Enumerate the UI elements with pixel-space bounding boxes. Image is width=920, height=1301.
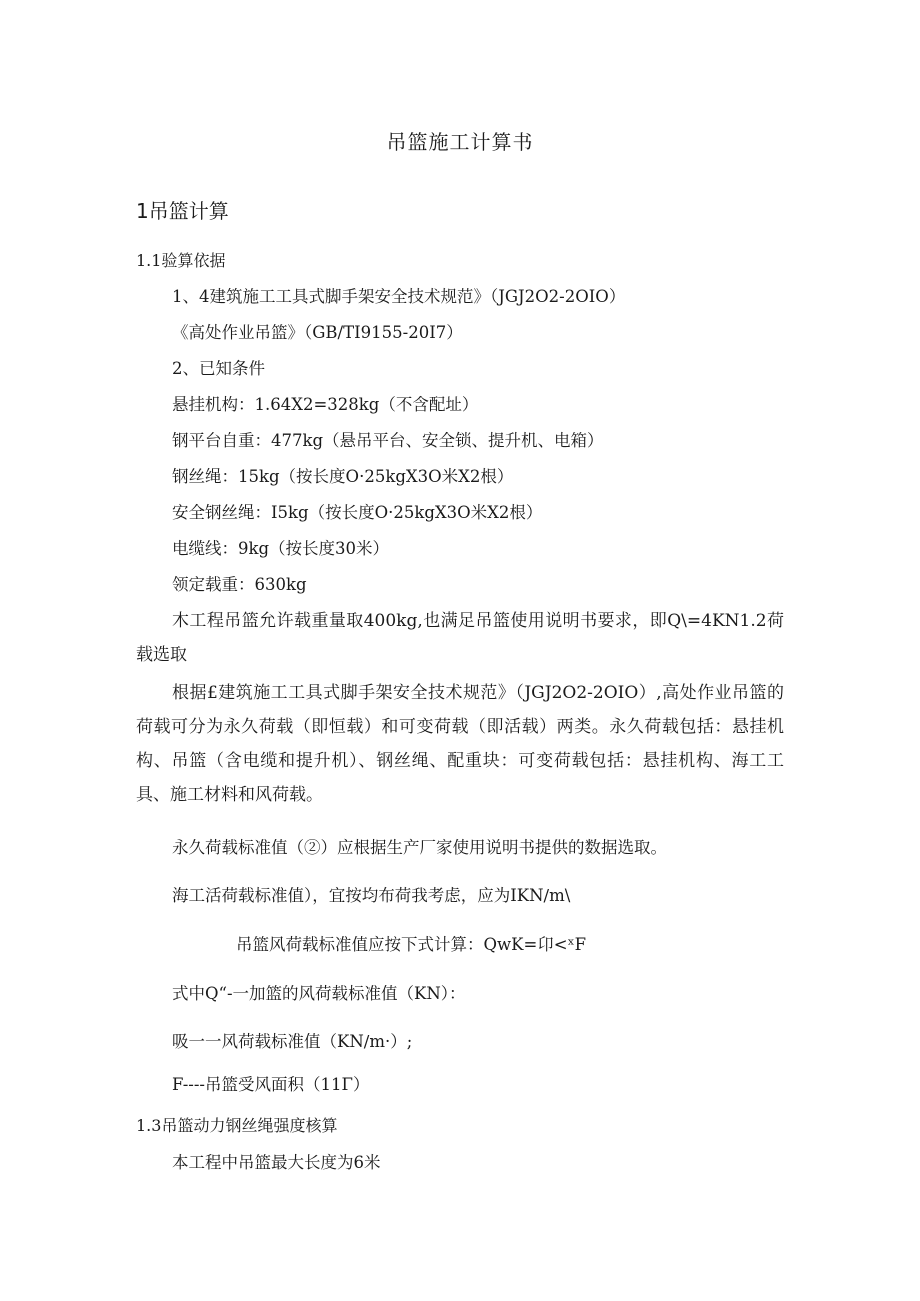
definition-f: F----吊篮受风面积（11Γ） bbox=[172, 1075, 370, 1094]
basis-item-2: 《高处作业吊篮》（GB/TI9155-20I7） bbox=[172, 323, 463, 342]
allowable-load-paragraph: 木工程吊篮允许载重量取400kg,也满足吊篮使用说明书要求，即Q\=4KN1.2荷载选取 bbox=[136, 611, 784, 665]
known-item: 钢丝绳：15kg（按长度O·25kgX3O米X2根） bbox=[172, 467, 514, 486]
basis-item-1: 1、4建筑施工工具式脚手架安全技术规范》（JGJ2O2-2OIO） bbox=[172, 287, 626, 306]
section-heading-1-1: 1.1验算依据 bbox=[136, 251, 226, 270]
section-heading-1-3: 1.3吊篮动力钢丝绳强度核算 bbox=[136, 1116, 338, 1135]
known-conditions-heading: 2、已知条件 bbox=[172, 359, 265, 378]
known-item: 电缆线：9kg（按长度30米） bbox=[172, 539, 390, 558]
known-item: 安全钢丝绳：I5kg（按长度O·25kgX3O米X2根） bbox=[172, 503, 543, 522]
section-heading-1: 1吊篮计算 bbox=[136, 199, 229, 223]
max-length-text: 本工程中吊篮最大长度为6米 bbox=[172, 1153, 381, 1172]
known-item: 悬挂机构：1.64X2=328kg（不含配址） bbox=[172, 395, 479, 414]
load-classification-paragraph: 根据£建筑施工工具式脚手架安全技术规范》（JGJ2O2-2OIO）,高处作业吊篮的荷载可分为永久荷载（即恒载）和可变荷载（即活载）两类。永久荷载包括：悬挂机构、吊篮（含电缆和提升机）、钢丝绳、配重块：可变荷载包括：悬挂机构、海工工具、施工材料和风荷载。 bbox=[136, 683, 784, 805]
live-load-text: 海工活荷载标准值），宜按均布荷我考虑，应为IKN∕m\ bbox=[172, 886, 571, 905]
wind-load-formula: 吊篮风荷载标准值应按下式计算：QwK=卬<ˣF bbox=[236, 935, 587, 954]
known-item: 钢平台自重：477kg（悬吊平台、安全锁、提升机、电箱） bbox=[172, 431, 604, 450]
definition-w: 吸一一风荷载标准值（KN∕m·）; bbox=[172, 1032, 413, 1051]
document-title: 吊篮施工计算书 bbox=[386, 130, 534, 154]
known-item: 领定载重：630kg bbox=[172, 575, 307, 594]
definition-q: 式中Q“-一加篮的风荷载标准值（KN）： bbox=[172, 984, 466, 1003]
permanent-load-text: 永久荷载标准值（②）应根据生产厂家使用说明书提供的数据选取。 bbox=[172, 838, 667, 857]
